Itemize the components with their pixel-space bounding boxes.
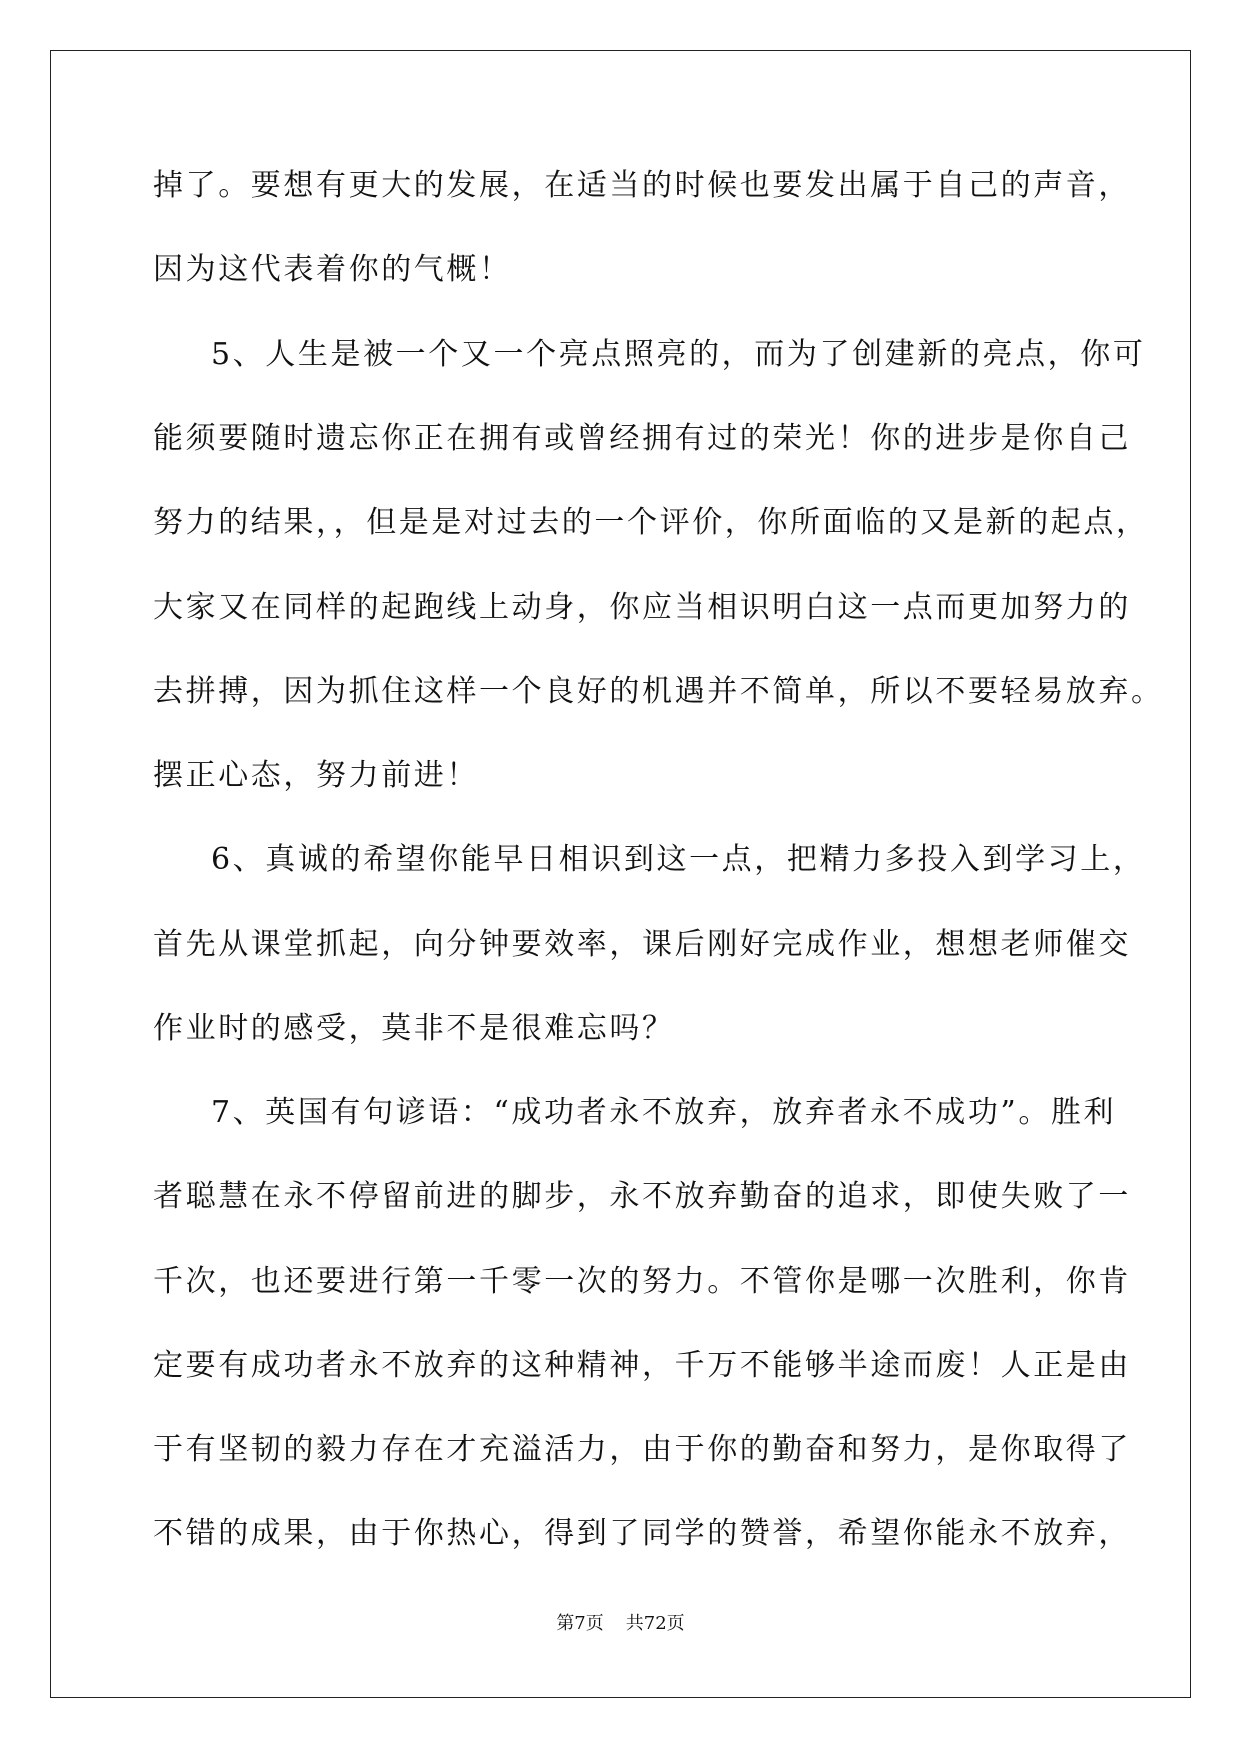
page-number: 第7页 bbox=[556, 1613, 604, 1634]
text-line: 大家又在同样的起跑线上动身，你应当相识明白这一点而更加努力的 bbox=[153, 590, 1131, 625]
text-line: 不错的成果，由于你热心，得到了同学的赞誉，希望你能永不放弃， bbox=[153, 1516, 1131, 1551]
text-line: 千次，也还要进行第一千零一次的努力。不管你是哪一次胜利，你肯 bbox=[153, 1264, 1131, 1299]
paragraph-6-start: 6、真诚的希望你能早日相识到这一点，把精力多投入到学习上， bbox=[211, 842, 1146, 877]
text-line: 去拼搏，因为抓住这样一个良好的机遇并不简单，所以不要轻易放弃。 bbox=[153, 674, 1164, 709]
text-line: 作业时的感受，莫非不是很难忘吗？ bbox=[153, 1011, 675, 1046]
paragraph-7-start: 7、英国有句谚语：“成功者永不放弃，放弃者永不成功”。胜利 bbox=[211, 1095, 1117, 1130]
text-line: 者聪慧在永不停留前进的脚步，永不放弃勤奋的追求，即使失败了一 bbox=[153, 1179, 1131, 1214]
text-line: 于有坚韧的毅力存在才充溢活力，由于你的勤奋和努力，是你取得了 bbox=[153, 1432, 1131, 1467]
page-total: 共72页 bbox=[625, 1613, 685, 1634]
paragraph-5-start: 5、人生是被一个又一个亮点照亮的，而为了创建新的亮点，你可 bbox=[211, 337, 1146, 372]
text-line: 摆正心态，努力前进！ bbox=[153, 758, 479, 793]
page-footer bbox=[0, 1612, 1241, 1636]
text-line: 掉了。要想有更大的发展，在适当的时候也要发出属于自己的声音， bbox=[153, 168, 1131, 203]
text-line: 定要有成功者永不放弃的这种精神，千万不能够半途而废！人正是由 bbox=[153, 1348, 1131, 1383]
text-line: 努力的结果，，但是是对过去的一个评价，你所面临的又是新的起点， bbox=[153, 505, 1149, 540]
text-line: 能须要随时遗忘你正在拥有或曾经拥有过的荣光！你的进步是你自己 bbox=[153, 421, 1131, 456]
text-line: 因为这代表着你的气概！ bbox=[153, 252, 512, 287]
text-line: 首先从课堂抓起，向分钟要效率，课后刚好完成作业，想想老师催交 bbox=[153, 927, 1131, 962]
